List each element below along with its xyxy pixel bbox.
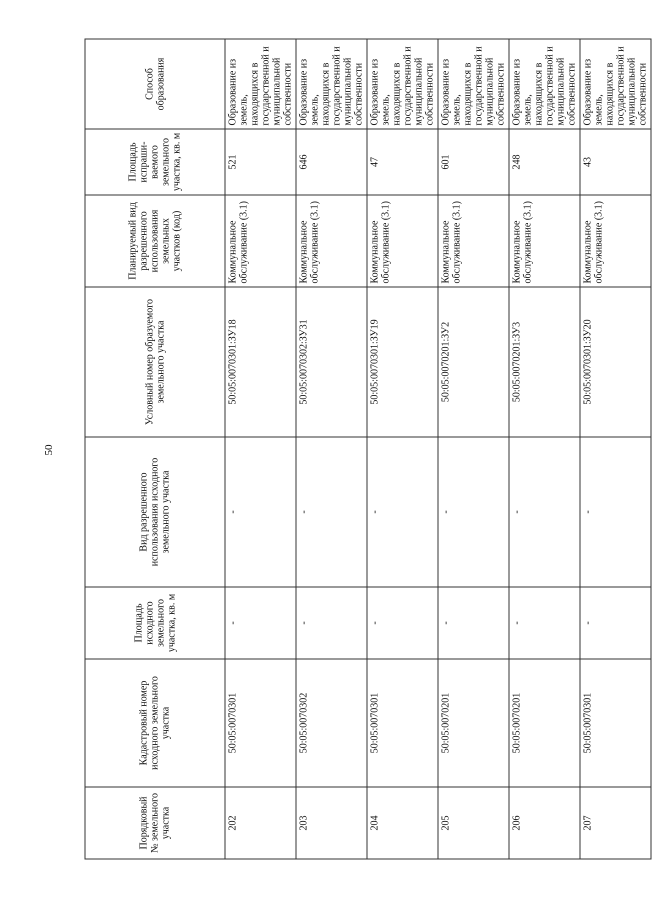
land-plots-table (85, 38, 652, 859)
table-row (296, 39, 367, 859)
table-row (509, 39, 580, 859)
cell-planned-use: Коммунальное обслуживание (3.1) (509, 195, 580, 287)
header-planned-use: Планируемый вид разрешенного использования земельных участков (код) (85, 195, 225, 287)
cell-requested-area: 47 (367, 129, 438, 195)
cell-conditional-number: 50:05:0070301:ЗУ18 (225, 287, 296, 437)
cell-source-area: - (438, 587, 509, 659)
cell-source-area: - (509, 587, 580, 659)
cell-source-area: - (367, 587, 438, 659)
cell-source-permitted-use: - (509, 437, 580, 587)
header-source-area: Площадь исходного земельного участка, кв. м (85, 587, 225, 659)
header-conditional-number: Условный номер образуемого земельного участка (85, 287, 225, 437)
header-cadastral-number: Кадастровый номер исходного земельного участка (85, 659, 225, 787)
cell-planned-use: Коммунальное обслуживание (3.1) (580, 195, 651, 287)
cell-source-permitted-use: - (367, 437, 438, 587)
cell-formation-method: Образование из земель, находящихся в государственной и муниципальной собственности (509, 39, 580, 129)
table-row (580, 39, 651, 859)
cell-cadastral-number: 50:05:0070201 (438, 659, 509, 787)
cell-source-permitted-use: - (225, 437, 296, 587)
cell-formation-method: Образование из земель, находящихся в государственной и муниципальной собственности (225, 39, 296, 129)
cell-source-permitted-use: - (438, 437, 509, 587)
cell-cadastral-number: 50:05:0070201 (509, 659, 580, 787)
cell-plot-number: 202 (225, 787, 296, 859)
page-number: 50 (43, 444, 55, 456)
header-requested-area: Площадь испраши-ваемого земельного участка, кв. м (85, 129, 225, 195)
cell-formation-method: Образование из земель, находящихся в государственной и муниципальной собственности (438, 39, 509, 129)
header-plot-number: Порядковый № земельного участка (85, 787, 225, 859)
cell-requested-area: 248 (509, 129, 580, 195)
cell-conditional-number: 50:05:0070301:ЗУ19 (367, 287, 438, 437)
cell-requested-area: 521 (225, 129, 296, 195)
header-formation-method: Способ образования (85, 39, 225, 129)
cell-requested-area: 601 (438, 129, 509, 195)
cell-conditional-number: 50:05:0070301:ЗУ20 (580, 287, 651, 437)
cell-planned-use: Коммунальное обслуживание (3.1) (367, 195, 438, 287)
cell-cadastral-number: 50:05:0070301 (225, 659, 296, 787)
cell-cadastral-number: 50:05:0070302 (296, 659, 367, 787)
cell-formation-method: Образование из земель, находящихся в государственной и муниципальной собственности (296, 39, 367, 129)
cell-conditional-number: 50:05:0070201:ЗУ3 (509, 287, 580, 437)
cell-planned-use: Коммунальное обслуживание (3.1) (296, 195, 367, 287)
cell-planned-use: Коммунальное обслуживание (3.1) (225, 195, 296, 287)
cell-formation-method: Образование из земель, находящихся в государственной и муниципальной собственности (367, 39, 438, 129)
land-plots-table-container (85, 39, 649, 859)
cell-source-area: - (296, 587, 367, 659)
cell-conditional-number: 50:05:0070201:ЗУ2 (438, 287, 509, 437)
cell-source-area: - (225, 587, 296, 659)
cell-plot-number: 204 (367, 787, 438, 859)
table-header-row (85, 39, 225, 859)
table-row (367, 39, 438, 859)
cell-plot-number: 207 (580, 787, 651, 859)
cell-planned-use: Коммунальное обслуживание (3.1) (438, 195, 509, 287)
cell-source-permitted-use: - (296, 437, 367, 587)
cell-cadastral-number: 50:05:0070301 (580, 659, 651, 787)
cell-plot-number: 206 (509, 787, 580, 859)
cell-source-area: - (580, 587, 651, 659)
cell-requested-area: 43 (580, 129, 651, 195)
header-source-permitted-use: Вид разрешенного использования исходного земельного участка (85, 437, 225, 587)
table-row (225, 39, 296, 859)
table-row (438, 39, 509, 859)
cell-source-permitted-use: - (580, 437, 651, 587)
cell-conditional-number: 50:05:0070302:ЗУ31 (296, 287, 367, 437)
cell-plot-number: 203 (296, 787, 367, 859)
cell-requested-area: 646 (296, 129, 367, 195)
cell-plot-number: 205 (438, 787, 509, 859)
cell-formation-method: Образование из земель, находящихся в государственной и муниципальной собственности (580, 39, 651, 129)
cell-cadastral-number: 50:05:0070301 (367, 659, 438, 787)
